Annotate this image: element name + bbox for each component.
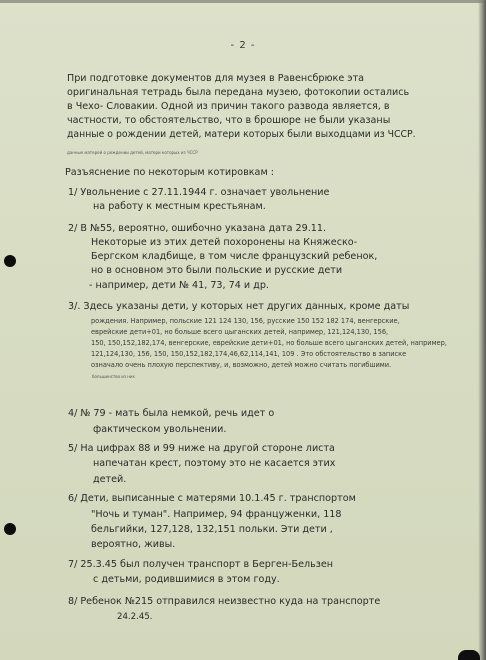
punch-hole xyxy=(4,255,16,267)
intro-line: При подготовке документов для музея в Равенсбрюке эта xyxy=(67,73,365,84)
page-top-edge xyxy=(0,0,486,3)
note-line: 8/ Ребенок №215 отправился неизвестно куда на транспорте xyxy=(68,596,381,607)
note-line: Некоторые из этих детей похоронены на Княжеско- xyxy=(91,237,358,248)
note-line: 6/ Дети, выписанные с матерями 10.1.45 г. транспортом xyxy=(68,493,356,504)
intro-line: оригинальная тетрадь была передана музею, фотокопии остались xyxy=(67,87,410,98)
page-number: - 2 - xyxy=(230,40,256,51)
note-line: Бергском кладбище, в том числе французский ребенок, xyxy=(91,251,378,262)
note-line: 3/. Здесь указаны дети, у которых нет других данных, кроме даты xyxy=(68,301,410,312)
intro-line: частности, то обстоятельство, что в брошюре не были указаны xyxy=(67,115,391,126)
note-line: напечатан крест, поэтому это не касается этих xyxy=(93,458,336,469)
note-line: 1/ Увольнение с 27.11.1944 г. означает увольнение xyxy=(68,187,330,198)
note-line: но в основном это были польские и русские дети xyxy=(91,265,343,276)
intro-faint-note: данные матерей о рождении детей, матери которых из ЧССР xyxy=(67,150,198,155)
punch-hole xyxy=(4,523,16,535)
note-line: детей. xyxy=(93,474,127,485)
note-line: 5/ На цифрах 88 и 99 ниже на другой стороне листа xyxy=(68,443,335,454)
note-line: с детьми, родившимися в этом году. xyxy=(93,574,280,585)
note-small-line: 150, 150,152,182,174, венгерские, еврейские дети+01, но больше всего цыганских детей, например, xyxy=(91,339,447,347)
note-line: бельгийки, 127,128, 132,151 польки. Эти дети , xyxy=(91,524,333,535)
note-small-line: еврейские дети+01, но больше всего цыганских детей, например, 121,124,130, 156, xyxy=(91,328,389,336)
page-right-edge-shadow xyxy=(478,0,486,660)
note-small-line: 121,124,130, 156, 150, 150,152,182,174,46,62,114,141, 109 . Это обстоятельство в записке xyxy=(91,350,407,358)
note-line: 7/ 25.3.45 был получен транспорт в Берген-Бельзен xyxy=(68,559,334,570)
note-small-line: означало очень плохую перспективу, и, возможно, детей можно считать погибшими. xyxy=(91,361,392,369)
note-line: вероятно, живы. xyxy=(91,539,176,550)
note-faint-note: большинство из них xyxy=(92,374,135,379)
note-line: 2/ В №55, вероятно, ошибочно указана дата 29.11. xyxy=(68,223,327,234)
note-line: "Ночь и туман". Например, 94 француженки, 118 xyxy=(91,509,342,520)
page-corner-binding xyxy=(458,650,480,660)
note-line: на работу к местным крестьянам. xyxy=(93,201,266,212)
note-line: 24.2.45. xyxy=(117,612,153,622)
note-line: фактическом увольнении. xyxy=(93,424,227,435)
note-line: 4/ № 79 - мать была немкой, речь идет о xyxy=(68,408,275,419)
intro-line: в Чехо- Словакии. Одной из причин такого развода является, в xyxy=(67,101,390,112)
note-line: - например, дети № 41, 73, 74 и др. xyxy=(89,280,269,291)
note-small-line: рождения. Например, польские 121 124 130, 156, русские 150 152 182 174, венгерские, xyxy=(91,317,400,325)
intro-line: данные о рождении детей, матери которых были выходцами из ЧССР. xyxy=(67,129,416,140)
section-heading: Разъяснение по некоторым котировкам : xyxy=(65,167,274,178)
